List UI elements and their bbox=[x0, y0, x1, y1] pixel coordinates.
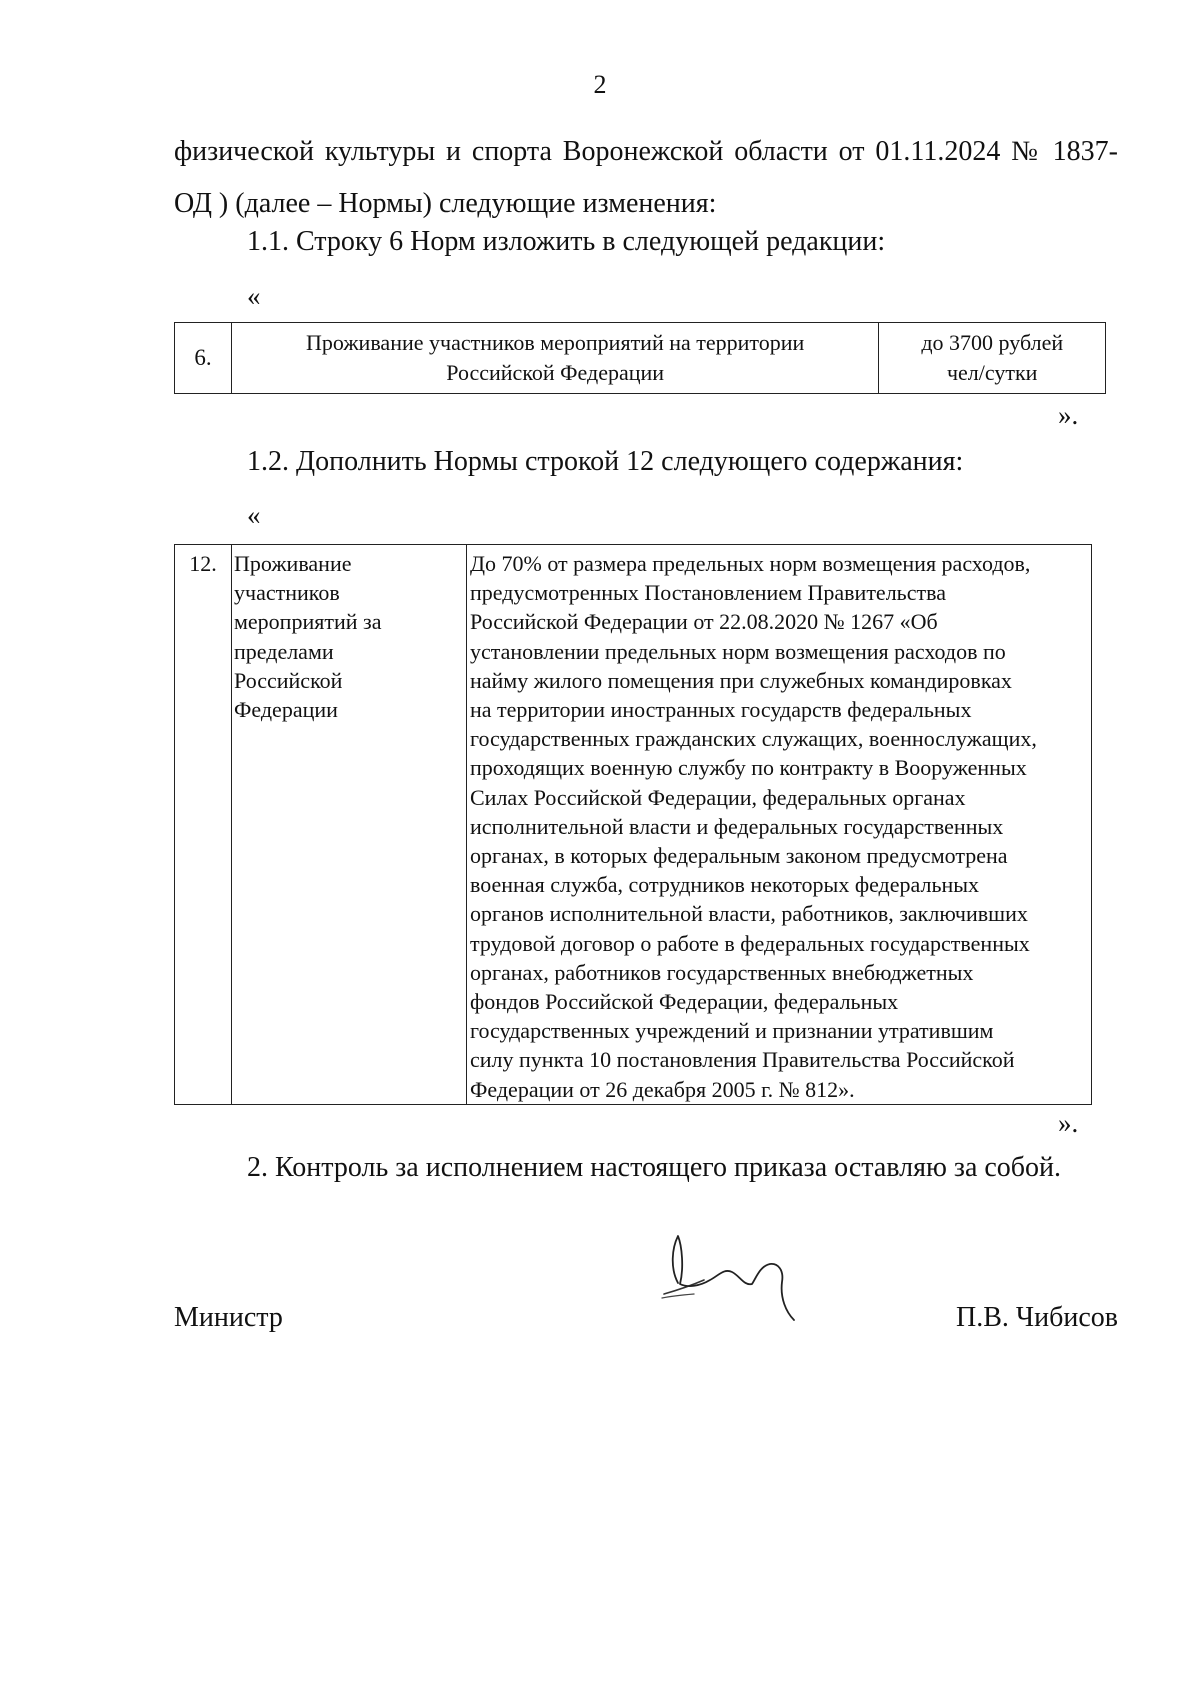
table-row bbox=[175, 545, 1092, 1105]
description-line: Проживание участников мероприятий на территории bbox=[306, 330, 805, 355]
norm-line: до 3700 рублей bbox=[921, 330, 1064, 355]
description-line: мероприятий за bbox=[234, 609, 382, 635]
norm-line: найму жилого помещения при служебных командировках bbox=[470, 667, 1012, 693]
page-number: 2 bbox=[593, 70, 607, 99]
norm-line: предусмотренных Постановлением Правительства bbox=[470, 580, 946, 606]
section-1-2-heading: 1.2. Дополнить Нормы строкой 12 следующего содержания: bbox=[247, 446, 964, 477]
table-row bbox=[175, 323, 1106, 394]
row-6-table bbox=[174, 322, 1106, 394]
section-1-1-heading: 1.1. Строку 6 Норм изложить в следующей редакции: bbox=[247, 226, 886, 257]
norm-line: силу пункта 10 постановления Правительства Российской bbox=[470, 1047, 1015, 1073]
norm-line: органов исполнительной власти, работников, заключивших bbox=[470, 901, 1028, 927]
norm-line: трудовой договор о работе в федеральных государственных bbox=[470, 930, 1030, 956]
row-norm-cell bbox=[879, 323, 1106, 394]
row-norm-cell bbox=[467, 545, 1092, 1105]
description-line: Российской Федерации bbox=[446, 360, 665, 385]
norm-line: органах, в которых федеральным законом предусмотрена bbox=[470, 843, 1008, 869]
norm-line: на территории иностранных государств федеральных bbox=[470, 697, 972, 723]
row-description-cell bbox=[231, 323, 879, 394]
norm-line: исполнительной власти и федеральных государственных bbox=[470, 813, 1004, 839]
signatory-name: П.В. Чибисов bbox=[956, 1302, 1118, 1333]
description-line: пределами bbox=[234, 638, 334, 664]
row-description-cell bbox=[232, 545, 467, 1105]
section-2-paragraph: 2. Контроль за исполнением настоящего приказа оставляю за собой. bbox=[247, 1152, 1062, 1183]
norm-line: государственных учреждений и признании утратившим bbox=[470, 1018, 994, 1044]
norm-line: фондов Российской Федерации, федеральных bbox=[470, 989, 899, 1015]
quote-close-2: ». bbox=[1058, 1108, 1079, 1138]
description-line: участников bbox=[234, 580, 340, 606]
signature-block bbox=[0, 1228, 1200, 1348]
row-number-cell: 6. bbox=[175, 323, 232, 394]
quote-open-1: « bbox=[247, 281, 261, 311]
norm-line: Силах Российской Федерации, федеральных органах bbox=[470, 784, 966, 810]
norm-line: военная служба, сотрудников некоторых федеральных bbox=[470, 872, 980, 898]
row-12-table bbox=[174, 544, 1092, 1105]
row-number-cell: 12. bbox=[175, 545, 232, 1105]
norm-line: Федерации от 26 декабря 2005 г. № 812». bbox=[470, 1076, 855, 1102]
signatory-position: Министр bbox=[174, 1302, 283, 1333]
intro-line-2: ОД ) (далее – Нормы) следующие изменения: bbox=[174, 188, 717, 219]
norm-line: органах, работников государственных внебюджетных bbox=[470, 959, 974, 985]
norm-line: государственных гражданских служащих, военнослужащих, bbox=[470, 726, 1037, 752]
intro-paragraph bbox=[174, 126, 1118, 230]
norm-line: До 70% от размера предельных норм возмещения расходов, bbox=[470, 551, 1031, 576]
description-line: Федерации bbox=[234, 697, 338, 723]
description-line: Российской bbox=[234, 667, 343, 693]
norm-line: чел/сутки bbox=[946, 360, 1038, 385]
handwritten-signature bbox=[660, 1228, 830, 1328]
quote-close-1: ». bbox=[1058, 400, 1079, 430]
norm-line: Российской Федерации от 22.08.2020 № 1267 «Об bbox=[470, 609, 938, 635]
norm-line: установлении предельных норм возмещения расходов по bbox=[470, 638, 1006, 664]
quote-open-2: « bbox=[247, 500, 261, 530]
norm-line: проходящих военную службу по контракту в Вооруженных bbox=[470, 755, 1027, 781]
intro-line-1: физической культуры и спорта Воронежской области от 01.11.2024 № 1837- bbox=[174, 136, 1118, 167]
description-line: Проживание bbox=[234, 551, 352, 576]
